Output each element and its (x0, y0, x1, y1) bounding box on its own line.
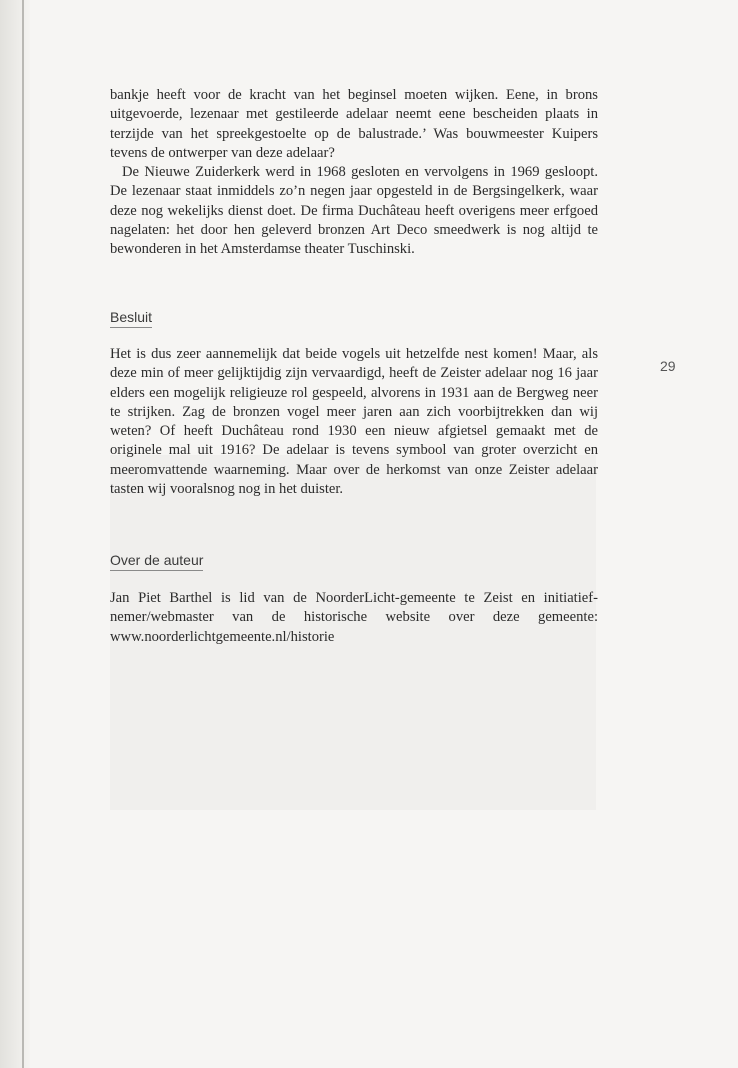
besluit-text (110, 345, 598, 499)
besluit-paragraph: Het is dus zeer aannemelijk dat beide vogels uit hetzelfde nest komen! Maar, als deze min of meer gelijktijdig zijn vervaardigd, heeft de Zeister adelaar nog 16 jaar elders een mogelijk religieuze rol gespeeld, alvorens in 1931 aan de Bergweg neer te strijken. Zag de bronzen vogel meer jaren aan zich voorbijtrekken dan wij weten? Of heeft Duchâteau rond 1930 een nieuw afgietsel gemaakt met de originele mal uit 1916? De adelaar is tevens symbool van groter overzicht en meeromvattende waarneming. Maar over de herkomst van onze Zeister adelaar tasten wij vooralsnog nog in het duister. (110, 346, 598, 498)
intro-paragraph-1: bankje heeft voor de kracht van het beginsel moeten wijken. Eene, in brons uitgevoerde, lezenaar met gestileerde adelaar neemt eene bescheiden plaats in terzijde van het spreekgestoelte op de balustrade.’ Was bouwmeester Kuipers tevens de ontwerper van deze adelaar? (110, 87, 598, 161)
page-gutter-shadow (0, 0, 30, 1068)
auteur-paragraph: Jan Piet Barthel is lid van de NoorderLicht-gemeente te Zeist en initiatiefnemer/webmaster van de historische website over deze gemeente: www.noorderlichtgemeente.nl/historie (110, 590, 598, 645)
page-number: 29 (660, 358, 676, 374)
page-gutter-line (22, 0, 24, 1068)
besluit-heading: Besluit (110, 309, 152, 328)
auteur-text (110, 589, 598, 647)
intro-text (110, 86, 598, 260)
intro-paragraph-2: De Nieuwe Zuiderkerk werd in 1968 gesloten en vervolgens in 1969 gesloopt. De lezenaar staat inmiddels zo’n negen jaar opgesteld in de Bergsingelkerk, waar deze nog wekelijks dienst doet. De firma Duchâteau heeft overigens meer erfgoed nagelaten: het door hen geleverd bronzen Art Deco smeedwerk is nog altijd te bewonderen in het Amsterdamse theater Tuschinski. (110, 164, 598, 258)
auteur-heading: Over de auteur (110, 552, 203, 571)
